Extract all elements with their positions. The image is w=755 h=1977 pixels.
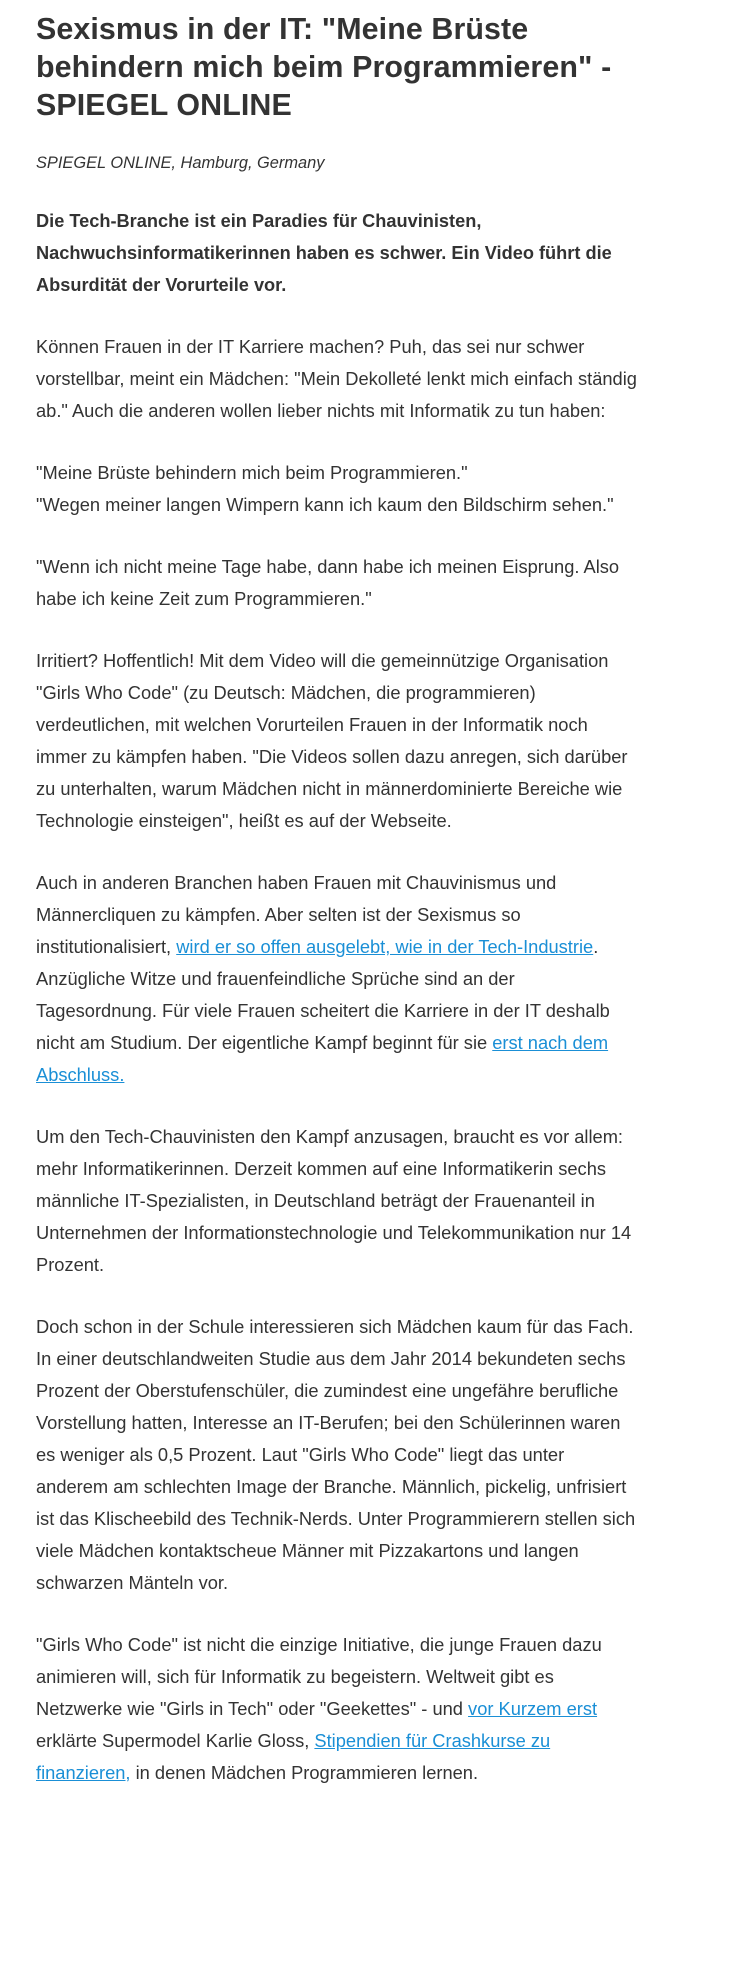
paragraph-4: Um den Tech-Chauvinisten den Kampf anzusagen, braucht es vor allem: mehr Informatikerinnen. Derzeit kommen auf eine Informatikerin sechs männliche IT-Spezialisten, in Deutschland beträgt der Frauenanteil in Unternehmen der Informationstechnologie und Telekommunikation nur 14 Prozent. <box>36 1126 632 1275</box>
paragraph-6-text-2: erklärte Supermodel Karlie Gloss, <box>36 1730 315 1751</box>
article <box>36 0 637 1789</box>
paragraph-5: Doch schon in der Schule interessieren sich Mädchen kaum für das Fach. In einer deutschlandweiten Studie aus dem Jahr 2014 bekundeten sechs Prozent der Oberstufenschüler, die zumindest eine ungefähre berufliche Vorstellung hatten, Interesse an IT-Berufen; bei den Schülerinnen waren es weniger als 0,5 Prozent. Laut "Girls Who Code" liegt das unter anderem am schlechten Image der Branche. Männlich, pickelig, unfrisiert ist das Klischeebild des Technik-Nerds. Unter Programmierern stellen sich viele Mädchen kontaktscheue Männer mit Pizzakartons und langen schwarzen Mänteln vor. <box>36 1316 636 1593</box>
paragraph-3-text-1: Auch in anderen Branchen haben Frauen mit Chauvinismus und Männercliquen zu kämpfen. Aber selten ist der Sexismus so institutionalisiert, <box>36 872 557 957</box>
paragraph-3 <box>36 867 637 1091</box>
paragraph-6 <box>36 1629 637 1789</box>
link-nach-abschluss[interactable]: erst nach dem Abschluss. <box>36 1032 609 1085</box>
quote-3: "Wenn ich nicht meine Tage habe, dann habe ich meinen Eisprung. Also habe ich keine Zeit zum Programmieren." <box>36 556 620 609</box>
link-vor-kurzem[interactable]: vor Kurzem erst <box>468 1698 598 1719</box>
link-stipendien[interactable]: Stipendien für Crashkurse zu finanzieren, <box>36 1730 551 1783</box>
article-lead: Die Tech-Branche ist ein Paradies für Chauvinisten, Nachwuchsinformatikerinnen haben es schwer. Ein Video führt die Absurdität der Vorurteile vor. <box>36 211 612 295</box>
paragraph-3-text-2: . Anzügliche Witze und frauenfeindliche Sprüche sind an der Tagesordnung. Für viele Frauen scheitert die Karriere in der IT deshalb nicht am Studium. Der eigentliche Kampf beginnt für sie <box>36 936 610 1053</box>
page-title: Sexismus in der IT: "Meine Brüste behindern mich beim Programmieren" - SPIEGEL ONLINE <box>36 12 612 122</box>
quote-1: "Meine Brüste behindern mich beim Programmieren." <box>36 462 468 483</box>
paragraph-6-text-3: in denen Mädchen Programmieren lernen. <box>130 1762 479 1783</box>
paragraph-6-text-1: "Girls Who Code" ist nicht die einzige Initiative, die junge Frauen dazu animieren will, sich für Informatik zu begeistern. Weltweit gibt es Netzwerke wie "Girls in Tech" oder "Geekettes" - und <box>36 1634 602 1719</box>
quote-2: "Wegen meiner langen Wimpern kann ich kaum den Bildschirm sehen." <box>36 494 614 515</box>
source-line: SPIEGEL ONLINE, Hamburg, Germany <box>36 154 325 172</box>
paragraph-1: Können Frauen in der IT Karriere machen? Puh, das sei nur schwer vorstellbar, meint ein Mädchen: "Mein Dekolleté lenkt mich einfach ständig ab." Auch die anderen wollen lieber nichts mit Informatik zu tun haben: <box>36 336 637 421</box>
paragraph-2: Irritiert? Hoffentlich! Mit dem Video will die gemeinnützige Organisation "Girls Who Code" (zu Deutsch: Mädchen, die programmieren) verdeutlichen, mit welchen Vorurteilen Frauen in der Informatik noch immer zu kämpfen haben. "Die Videos sollen dazu anregen, sich darüber zu unterhalten, warum Mädchen nicht in männerdominierte Bereiche wie Technologie einsteigen", heißt es auf der Webseite. <box>36 650 628 831</box>
link-tech-industrie[interactable]: wird er so offen ausgelebt, wie in der Tech-Industrie <box>176 936 594 957</box>
